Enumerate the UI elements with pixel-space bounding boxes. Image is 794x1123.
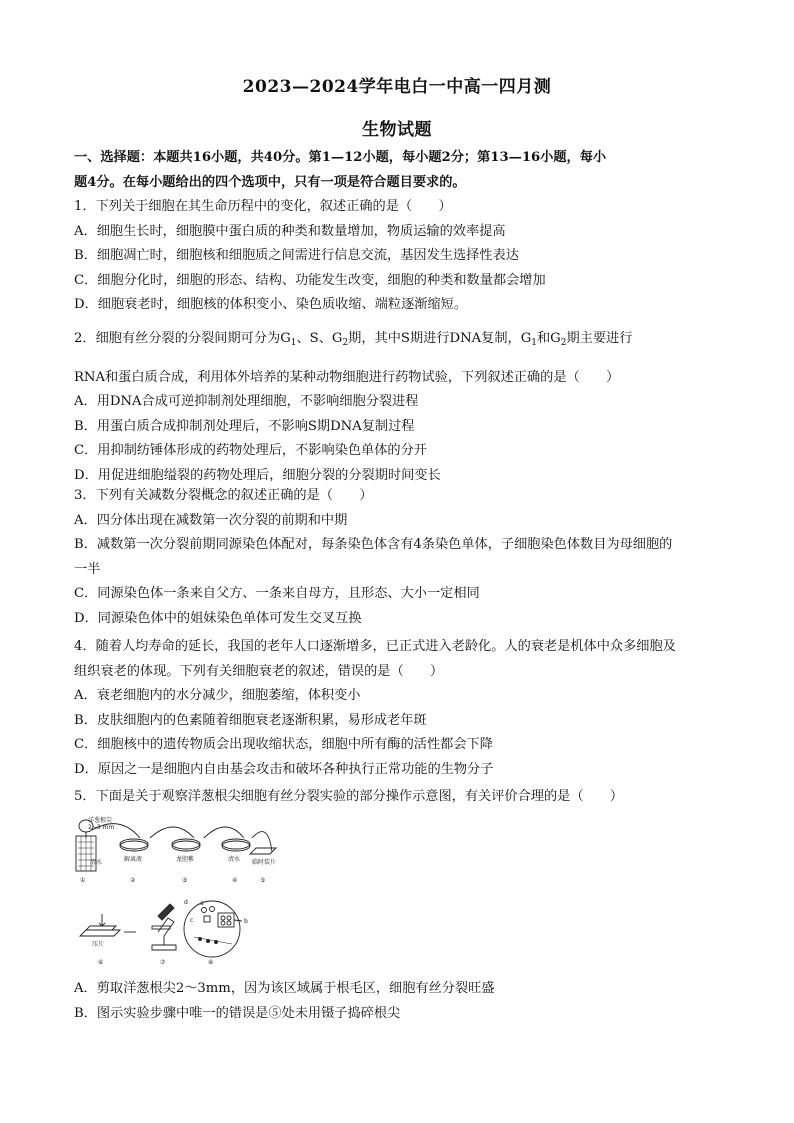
- label-length: 2~3 mm: [88, 824, 115, 831]
- q4-stem-line-1: 4．随着人均寿命的延长，我国的老年人口逐渐增多，已正式进入老龄化。人的衰老是机体中众多细胞及: [74, 639, 676, 654]
- label-step-7: ⑦: [160, 959, 166, 966]
- q1-stem: 1．下列关于细胞在其生命历程中的变化，叙述正确的是（ ）: [74, 199, 452, 214]
- q3-option-b-line-1: B．减数第一次分裂前期同源染色体配对，每条染色体含有4条染色单体，子细胞染色体数目为母细胞的: [74, 537, 673, 552]
- q2-sub-4: 2: [560, 338, 567, 348]
- label-c: c: [190, 917, 194, 924]
- label-step-5: ⑤: [260, 877, 266, 884]
- label-step-8: ⑧: [208, 959, 214, 966]
- q2-option-d: D．用促进细胞缢裂的药物处理后，细胞分裂的分裂期时间变长: [74, 467, 441, 483]
- q4-option-c: C．细胞核中的遗传物质会出现收缩状态，细胞中所有酶的活性都会下降: [74, 737, 493, 752]
- label-step-4: ④: [232, 877, 238, 884]
- label-water-2: 清水: [228, 856, 241, 863]
- q2-sub-1: 1: [290, 338, 297, 348]
- label-step-2: ②: [130, 877, 136, 884]
- q2-option-b: B．用蛋白质合成抑制剂处理后，不影响S期DNA复制过程: [74, 418, 415, 434]
- label-dissociation: 解离液: [124, 856, 143, 863]
- q5-option-a: A．剪取洋葱根尖2～3mm，因为该区域属于根毛区，细胞有丝分裂旺盛: [74, 981, 495, 996]
- label-press: 压片: [92, 941, 105, 948]
- q2-stem-line-2: RNA和蛋白质合成，利用体外培养的某种动物细胞进行药物试验，下列叙述正确的是（ ）: [74, 369, 620, 385]
- q3-option-b-line-2: 一半: [74, 561, 101, 577]
- q1-option-b: B．细胞凋亡时，细胞核和细胞质之间需进行信息交流，基因发生选择性表达: [74, 248, 519, 263]
- label-water-1: 清水: [90, 859, 103, 866]
- q3-stem: 3．下列有关减数分裂概念的叙述正确的是（ ）: [74, 488, 373, 503]
- question-5: [74, 785, 724, 810]
- q2-stem-b: 、S、G: [296, 331, 343, 346]
- q2-stem-a: 2．细胞有丝分裂的分裂间期可分为G: [74, 331, 291, 346]
- label-a: a: [200, 900, 204, 907]
- onion-root-tip-experiment-figure: [72, 812, 282, 972]
- transfer-arrow-2: [150, 827, 194, 838]
- q2-sub-3: 1: [531, 338, 537, 348]
- q4-option-a: A．衰老细胞内的水分减少，细胞萎缩，体积变小: [74, 688, 361, 703]
- dish-stain: [172, 839, 200, 849]
- q2-stem-line-1: [74, 327, 724, 356]
- q3-option-d: D．同源染色体中的姐妹染色单体可发生交叉互换: [74, 610, 362, 626]
- label-onion-root: 洋葱根尖: [88, 817, 113, 824]
- label-b: b: [244, 918, 248, 925]
- dish-dissociation: [120, 839, 148, 849]
- q4-stem-line-2: 组织衰老的体现。下列有关细胞衰老的叙述，错误的是（ ）: [74, 663, 444, 679]
- q2-option-c: C．用抑制纺锤体形成的药物处理后，不影响染色单体的分开: [74, 443, 427, 458]
- page-subtitle: 生物试题: [362, 120, 432, 140]
- microscope-icon: [152, 904, 176, 950]
- q2-stem-d: 和G: [537, 331, 561, 346]
- label-d: d: [184, 899, 188, 906]
- q1-option-c: C．细胞分化时，细胞的形态、结构、功能发生改变，细胞的种类和数量都会增加: [74, 272, 546, 288]
- q4-option-b: B．皮肤细胞内的色素随着细胞衰老逐渐积累，易形成老年斑: [74, 712, 427, 728]
- question-3: [74, 484, 724, 631]
- transfer-arrow-3: [204, 827, 244, 838]
- label-step-6: ⑥: [98, 959, 104, 966]
- press-slide: [80, 914, 136, 936]
- section-line-2: 题4分。在每小题给出的四个选项中，只有一项是符合题目要求的。: [74, 174, 466, 190]
- q5-option-b: B．图示实验步骤中唯一的错误是⑤处未用镊子捣碎根尖: [74, 1005, 401, 1021]
- q4-option-d: D．原因之一是细胞内自由基会攻击和破坏各种执行正常功能的生物分子: [74, 761, 494, 777]
- q5-stem: 5．下面是关于观察洋葱根尖细胞有丝分裂实验的部分操作示意图，有关评价合理的是（ ）: [74, 789, 624, 804]
- q2-option-a: A．用DNA合成可逆抑制剂处理细胞，不影响细胞分裂进程: [74, 394, 419, 409]
- question-2: [74, 327, 724, 488]
- dish-rinse: [222, 839, 250, 849]
- q1-option-d: D．细胞衰老时，细胞核的体积变小、染色质收缩、端粒逐渐缩短。: [74, 297, 468, 312]
- q1-option-a: A．细胞生长时，细胞膜中蛋白质的种类和数量增加，物质运输的效率提高: [74, 223, 506, 239]
- label-step-3: ③: [182, 877, 188, 884]
- q2-sub-2: 2: [342, 338, 349, 348]
- section-heading: [74, 146, 734, 195]
- label-stain: 龙胆紫: [176, 856, 195, 863]
- page-title: 2023—2024学年电白一中高一四月测: [242, 77, 552, 97]
- q3-option-c: C．同源染色体一条来自父方、一条来自母方，且形态、大小一定相同: [74, 586, 480, 601]
- question-4: [74, 635, 724, 782]
- q2-stem-c: 期，其中S期进行DNA复制，G: [348, 331, 532, 346]
- microscope-field-of-view: [184, 901, 242, 957]
- q2-stem-e: 期主要进行: [566, 331, 633, 346]
- q3-option-a: A．四分体出现在减数第一次分裂的前期和中期: [74, 512, 348, 528]
- question-1: [74, 195, 724, 318]
- question-5-options: [74, 977, 724, 1026]
- section-line-1: 一、选择题：本题共16小题，共40分。第1—12小题，每小题2分；第13—16小题，每小: [74, 150, 607, 165]
- label-slide: 临时装片: [252, 859, 277, 866]
- label-step-1: ①: [80, 877, 86, 884]
